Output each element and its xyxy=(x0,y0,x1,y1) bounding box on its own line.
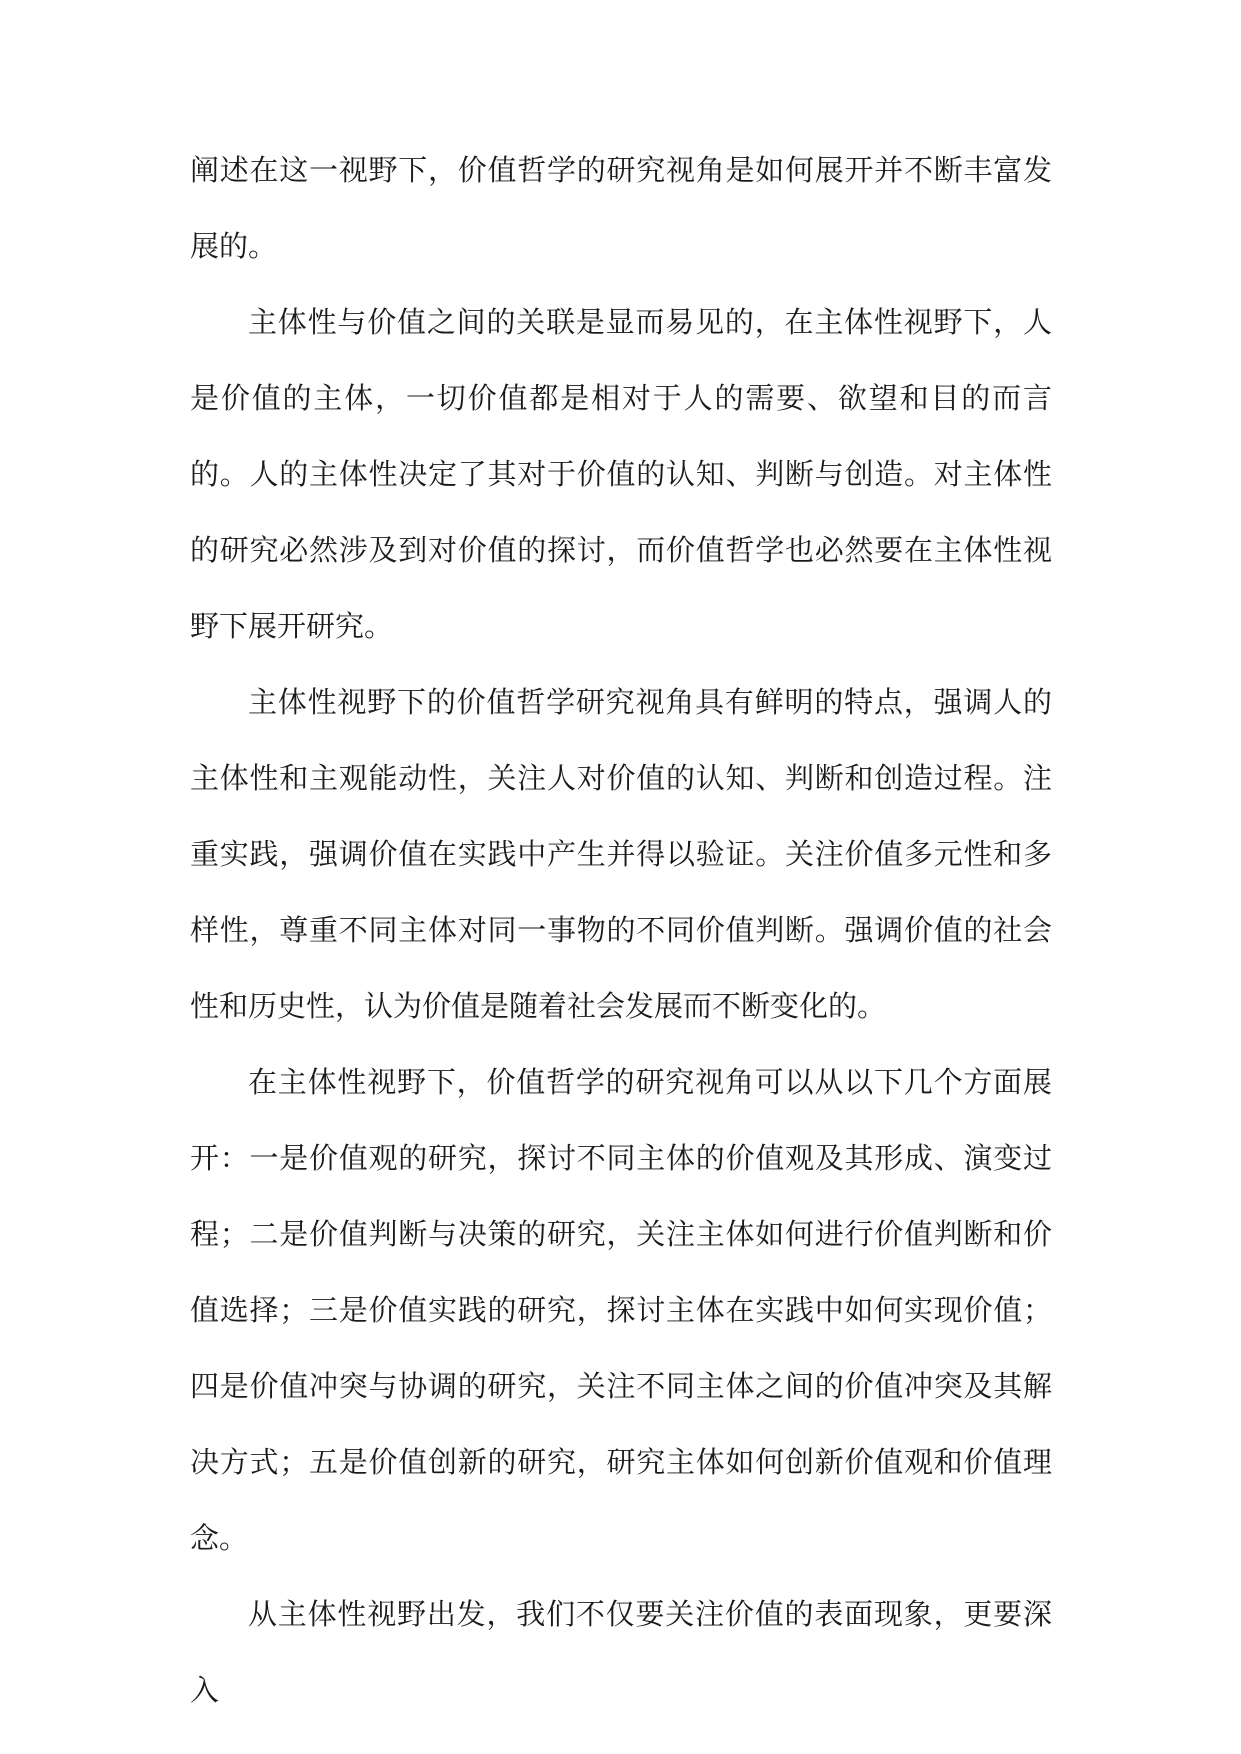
document-body xyxy=(190,132,1052,1728)
paragraph-continuation: 阐述在这一视野下，价值哲学的研究视角是如何展开并不断丰富发展的。 xyxy=(190,153,1052,263)
paragraph-from-subjectivity: 从主体性视野出发，我们不仅要关注价值的表面现象，更要深入 xyxy=(190,1597,1052,1707)
paragraph-subjectivity-value-relation: 主体性与价值之间的关联是显而易见的，在主体性视野下，人是价值的主体，一切价值都是相对于人的需要、欲望和目的而言的。人的主体性决定了其对于价值的认知、判断与创造。对主体性的研究必然涉及到对价值的探讨，而价值哲学也必然要在主体性视野下展开研究。 xyxy=(190,305,1052,643)
paragraph-research-directions: 在主体性视野下，价值哲学的研究视角可以从以下几个方面展开：一是价值观的研究，探讨不同主体的价值观及其形成、演变过程；二是价值判断与决策的研究，关注主体如何进行价值判断和价值选择；三是价值实践的研究，探讨主体在实践中如何实现价值；四是价值冲突与协调的研究，关注不同主体之间的价值冲突及其解决方式；五是价值创新的研究，研究主体如何创新价值观和价值理念。 xyxy=(190,1065,1052,1555)
paragraph-research-perspective-features: 主体性视野下的价值哲学研究视角具有鲜明的特点，强调人的主体性和主观能动性，关注人对价值的认知、判断和创造过程。注重实践，强调价值在实践中产生并得以验证。关注价值多元性和多样性，尊重不同主体对同一事物的不同价值判断。强调价值的社会性和历史性，认为价值是随着社会发展而不断变化的。 xyxy=(190,685,1052,1023)
